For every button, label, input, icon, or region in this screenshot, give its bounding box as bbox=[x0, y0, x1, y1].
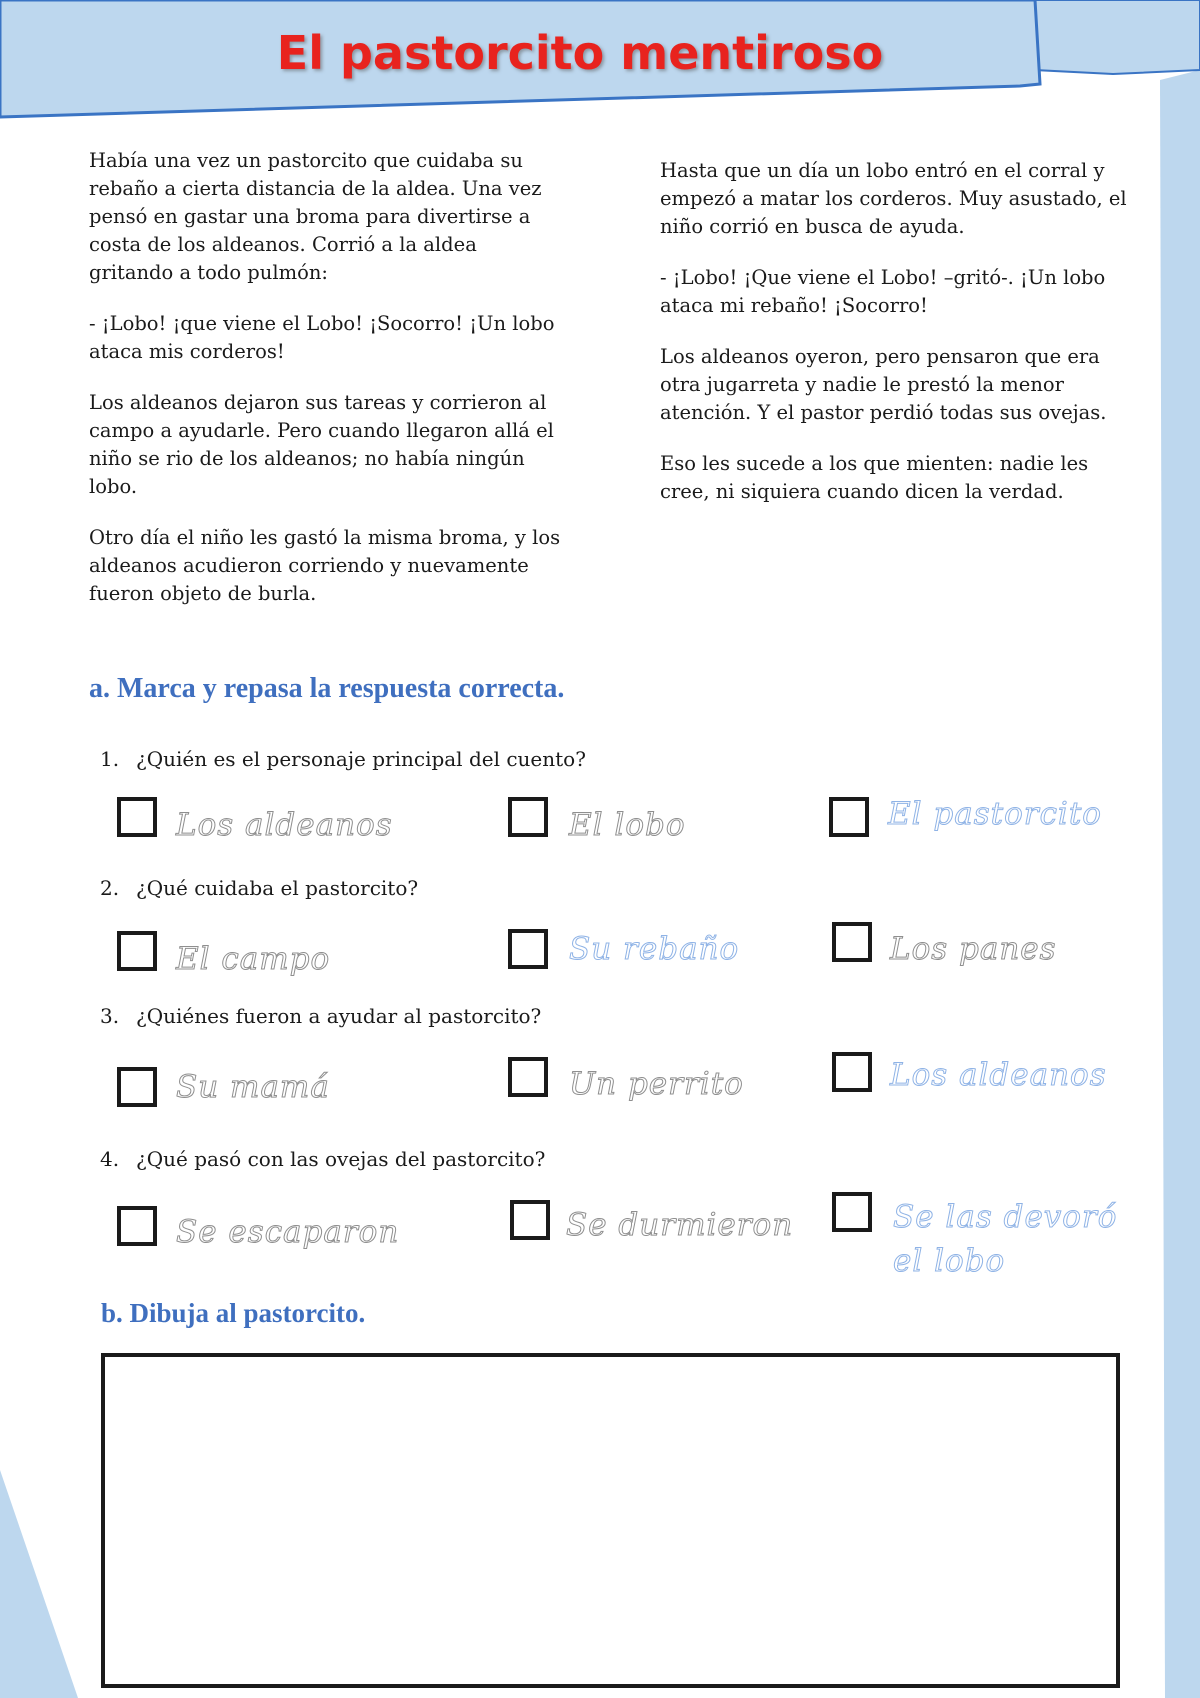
q2-option-2-trace: Su rebaño bbox=[569, 931, 740, 967]
q3-option-2-checkbox[interactable] bbox=[508, 1057, 548, 1097]
story-paragraph: Los aldeanos oyeron, pero pensaron que era otra jugarreta y nadie le prestó la menor atención. Y el pastor perdió todas sus ovejas. bbox=[660, 345, 1107, 424]
story-paragraph: - ¡Lobo! ¡Que viene el Lobo! –gritó-. ¡Un lobo ataca mi rebaño! ¡Socorro! bbox=[660, 266, 1106, 317]
q1-option-2-checkbox[interactable] bbox=[508, 797, 548, 837]
story-left-column bbox=[89, 147, 567, 631]
question-1 bbox=[100, 747, 586, 771]
question-3 bbox=[100, 1004, 541, 1028]
q4-option-3-checkbox[interactable] bbox=[832, 1192, 872, 1232]
question-number: 3. bbox=[100, 1004, 120, 1028]
question-text: ¿Quiénes fueron a ayudar al pastorcito? bbox=[136, 1004, 542, 1028]
story-paragraph: Los aldeanos dejaron sus tareas y corrieron al campo a ayudarle. Pero cuando llegaron allá el niño se rio de los aldeanos; no había ningún lobo. bbox=[89, 391, 554, 498]
q2-option-1-checkbox[interactable] bbox=[117, 931, 157, 971]
question-number: 2. bbox=[100, 876, 120, 900]
story-paragraph: Hasta que un día un lobo entró en el corral y empezó a matar los corderos. Muy asustado, el niño corrió en busca de ayuda. bbox=[660, 159, 1127, 238]
story-right-column bbox=[660, 157, 1135, 529]
q3-option-3-trace: Los aldeanos bbox=[890, 1057, 1107, 1093]
q3-option-3-checkbox[interactable] bbox=[832, 1052, 872, 1092]
q1-option-1-checkbox[interactable] bbox=[117, 797, 157, 837]
question-text: ¿Qué cuidaba el pastorcito? bbox=[136, 876, 419, 900]
question-text: ¿Quién es el personaje principal del cuento? bbox=[136, 747, 586, 771]
question-2 bbox=[100, 876, 418, 900]
q1-option-2-trace: El lobo bbox=[569, 807, 686, 843]
q3-option-2-trace: Un perrito bbox=[569, 1066, 744, 1102]
question-number: 4. bbox=[100, 1147, 120, 1171]
section-b-heading: b. Dibuja al pastorcito. bbox=[101, 1298, 366, 1328]
question-text: ¿Qué pasó con las ovejas del pastorcito? bbox=[136, 1147, 546, 1171]
drawing-area[interactable] bbox=[101, 1353, 1120, 1688]
q3-option-1-checkbox[interactable] bbox=[117, 1067, 157, 1107]
q4-option-1-checkbox[interactable] bbox=[117, 1206, 157, 1246]
question-4 bbox=[100, 1147, 545, 1171]
right-blue-stripe bbox=[1160, 70, 1200, 1698]
question-number: 1. bbox=[100, 747, 120, 771]
q2-option-1-trace: El campo bbox=[176, 941, 331, 977]
q1-option-3-trace: El pastorcito bbox=[888, 796, 1102, 832]
q2-option-3-checkbox[interactable] bbox=[832, 922, 872, 962]
q2-option-2-checkbox[interactable] bbox=[508, 929, 548, 969]
bottom-left-blue-triangle bbox=[0, 1470, 78, 1698]
story-paragraph: Había una vez un pastorcito que cuidaba su rebaño a cierta distancia de la aldea. Una vez pensó en gastar una broma para divertirse a costa de los aldeanos. Corrió a la aldea gritando a todo pulmón: bbox=[89, 149, 542, 284]
q3-option-1-trace: Su mamá bbox=[176, 1069, 330, 1105]
story-paragraph: Otro día el niño les gastó la misma broma, y los aldeanos acudieron corriendo y nuevamente fueron objeto de burla. bbox=[89, 526, 561, 605]
q1-option-1-trace: Los aldeanos bbox=[176, 807, 393, 843]
page-title: El pastorcito mentiroso bbox=[276, 26, 884, 80]
q2-option-3-trace: Los panes bbox=[890, 931, 1057, 967]
story-paragraph: - ¡Lobo! ¡que viene el Lobo! ¡Socorro! ¡Un lobo ataca mis corderos! bbox=[89, 312, 555, 363]
q4-option-2-trace: Se durmieron bbox=[566, 1207, 794, 1243]
section-a-heading: a. Marca y repasa la respuesta correcta. bbox=[89, 673, 565, 704]
q4-option-3-trace: Se las devoró el lobo bbox=[893, 1199, 1118, 1279]
q4-option-1-trace: Se escaparon bbox=[176, 1214, 400, 1250]
story-paragraph: Eso les sucede a los que mienten: nadie les cree, ni siquiera cuando dicen la verdad. bbox=[660, 452, 1089, 503]
q1-option-3-checkbox[interactable] bbox=[829, 797, 869, 837]
q4-option-2-checkbox[interactable] bbox=[510, 1200, 550, 1240]
